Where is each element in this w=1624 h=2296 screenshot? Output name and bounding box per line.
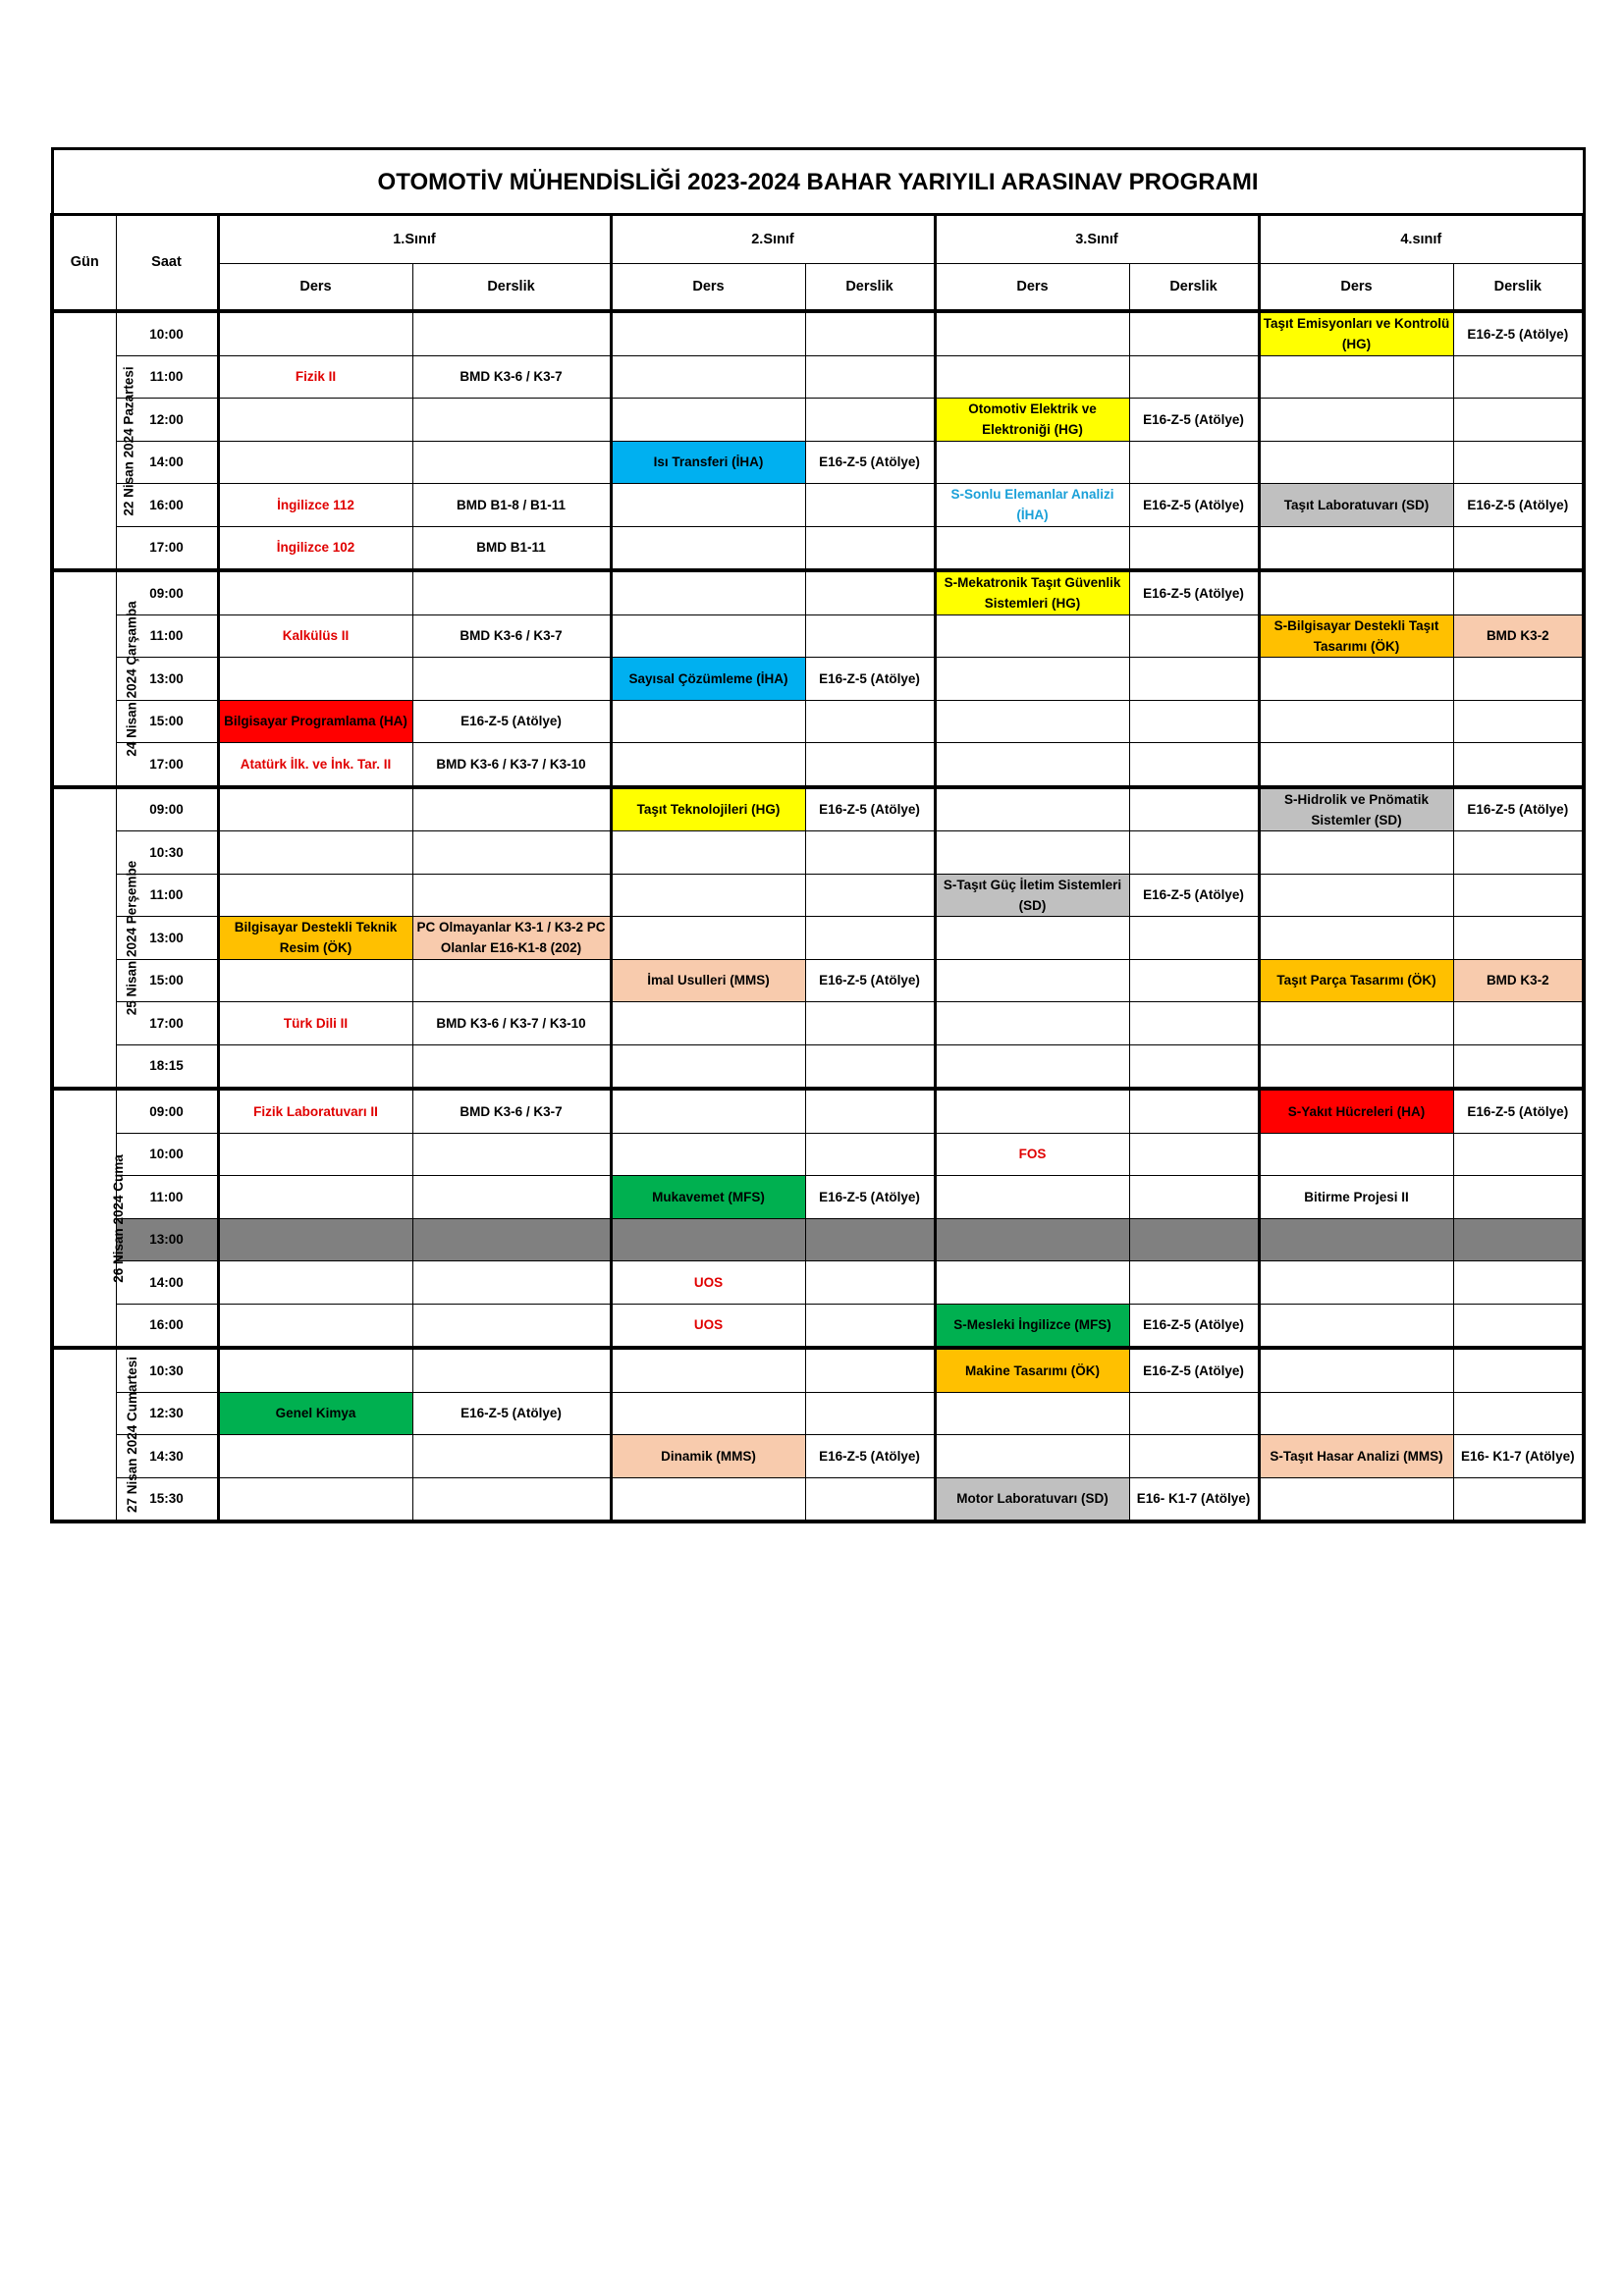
sinif-2-derslik-cell [805, 614, 935, 658]
sinif-4-derslik-cell [1453, 743, 1584, 787]
sinif-3-derslik-cell [1129, 526, 1259, 570]
sinif-1-derslik-cell: BMD K3-6 / K3-7 [412, 1089, 611, 1133]
time-cell: 11:00 [116, 874, 218, 917]
sinif-4-ders-cell: Taşıt Emisyonları ve Kontrolü (HG) [1259, 311, 1453, 355]
sinif-3-derslik-cell [1129, 700, 1259, 743]
sinif-2-ders-cell [611, 311, 805, 355]
sinif-3-ders-cell [935, 1089, 1129, 1133]
sinif-2-ders-cell [611, 1392, 805, 1435]
sinif-1-derslik-cell [412, 1176, 611, 1219]
header-ders: Ders [611, 264, 805, 312]
sinif-4-derslik-cell [1453, 1218, 1584, 1261]
day-label [52, 1089, 126, 1348]
time-cell: 09:00 [116, 570, 218, 614]
sinif-3-derslik-cell [1129, 959, 1259, 1002]
page-title: OTOMOTİV MÜHENDİSLİĞİ 2023-2024 BAHAR YARIYILI ARASINAV PROGRAMI [52, 149, 1584, 215]
sinif-4-ders-cell [1259, 570, 1453, 614]
sinif-3-ders-cell [935, 658, 1129, 701]
sinif-1-ders-cell [218, 1435, 412, 1478]
sinif-3-ders-cell [935, 1435, 1129, 1478]
sinif-3-derslik-cell [1129, 441, 1259, 484]
sinif-4-derslik-cell [1453, 1348, 1584, 1392]
sinif-2-ders-cell [611, 1089, 805, 1133]
sinif-1-derslik-cell [412, 874, 611, 917]
sinif-1-ders-cell [218, 1218, 412, 1261]
sinif-2-ders-cell [611, 1348, 805, 1392]
sinif-4-ders-cell [1259, 831, 1453, 875]
sinif-1-ders-cell: Fizik Laboratuvarı II [218, 1089, 412, 1133]
sinif-2-derslik-cell [805, 831, 935, 875]
day-label [52, 570, 139, 787]
sinif-2-derslik-cell [805, 1348, 935, 1392]
sinif-1-derslik-cell [412, 959, 611, 1002]
sinif-3-derslik-cell [1129, 917, 1259, 960]
sinif-1-derslik-cell: BMD K3-6 / K3-7 / K3-10 [412, 1002, 611, 1045]
sinif-4-ders-cell [1259, 1477, 1453, 1522]
sinif-3-ders-cell: FOS [935, 1133, 1129, 1176]
sinif-1-ders-cell [218, 399, 412, 442]
time-cell: 10:00 [116, 1133, 218, 1176]
time-cell: 14:00 [116, 1261, 218, 1305]
sinif-3-ders-cell [935, 1218, 1129, 1261]
sinif-4-ders-cell: S-Yakıt Hücreleri (HA) [1259, 1089, 1453, 1133]
sinif-3-ders-cell: S-Mesleki İngilizce (MFS) [935, 1304, 1129, 1348]
sinif-1-ders-cell [218, 1304, 412, 1348]
sinif-4-derslik-cell [1453, 1392, 1584, 1435]
header-derslik: Derslik [412, 264, 611, 312]
sinif-2-derslik-cell: E16-Z-5 (Atölye) [805, 787, 935, 831]
sinif-4-ders-cell: Taşıt Parça Tasarımı (ÖK) [1259, 959, 1453, 1002]
sinif-4-derslik-cell [1453, 874, 1584, 917]
sinif-3-derslik-cell [1129, 311, 1259, 355]
sinif-4-ders-cell: Bitirme Projesi II [1259, 1176, 1453, 1219]
sinif-3-ders-cell [935, 831, 1129, 875]
sinif-2-derslik-cell [805, 917, 935, 960]
time-cell: 17:00 [116, 743, 218, 787]
sinif-2-ders-cell: UOS [611, 1304, 805, 1348]
time-cell: 12:30 [116, 1392, 218, 1435]
sinif-4-derslik-cell [1453, 526, 1584, 570]
sinif-2-derslik-cell [805, 311, 935, 355]
time-cell: 15:30 [116, 1477, 218, 1522]
sinif-3-derslik-cell: E16-Z-5 (Atölye) [1129, 874, 1259, 917]
sinif-2-derslik-cell: E16-Z-5 (Atölye) [805, 959, 935, 1002]
sinif-3-derslik-cell [1129, 658, 1259, 701]
sinif-3-derslik-cell: E16- K1-7 (Atölye) [1129, 1477, 1259, 1522]
sinif-2-derslik-cell [805, 570, 935, 614]
sinif-2-ders-cell [611, 614, 805, 658]
sinif-4-derslik-cell [1453, 1002, 1584, 1045]
sinif-4-derslik-cell: E16-Z-5 (Atölye) [1453, 787, 1584, 831]
sinif-2-derslik-cell [805, 1002, 935, 1045]
sinif-1-derslik-cell: E16-Z-5 (Atölye) [412, 1392, 611, 1435]
time-cell: 11:00 [116, 1176, 218, 1219]
sinif-1-derslik-cell [412, 1477, 611, 1522]
sinif-1-ders-cell: Fizik II [218, 355, 412, 399]
sinif-2-derslik-cell [805, 484, 935, 527]
sinif-3-ders-cell [935, 526, 1129, 570]
sinif-1-derslik-cell: BMD K3-6 / K3-7 / K3-10 [412, 743, 611, 787]
sinif-1-derslik-cell [412, 399, 611, 442]
header-class-1: 1.Sınıf [218, 215, 611, 264]
sinif-2-derslik-cell: E16-Z-5 (Atölye) [805, 658, 935, 701]
sinif-2-derslik-cell [805, 1304, 935, 1348]
sinif-3-ders-cell [935, 743, 1129, 787]
sinif-3-ders-cell [935, 917, 1129, 960]
sinif-4-ders-cell [1259, 1218, 1453, 1261]
sinif-1-derslik-cell: PC Olmayanlar K3-1 / K3-2 PC Olanlar E16-K1-8 (202) [412, 917, 611, 960]
header-derslik: Derslik [805, 264, 935, 312]
sinif-2-ders-cell: Isı Transferi (İHA) [611, 441, 805, 484]
day-label [52, 1348, 140, 1522]
time-cell: 13:00 [116, 917, 218, 960]
sinif-1-ders-cell [218, 1261, 412, 1305]
sinif-1-derslik-cell: E16-Z-5 (Atölye) [412, 700, 611, 743]
sinif-3-ders-cell [935, 441, 1129, 484]
sinif-3-ders-cell [935, 1261, 1129, 1305]
time-cell: 14:00 [116, 441, 218, 484]
sinif-2-derslik-cell: E16-Z-5 (Atölye) [805, 441, 935, 484]
sinif-3-derslik-cell [1129, 1392, 1259, 1435]
time-cell: 09:00 [116, 1089, 218, 1133]
sinif-2-ders-cell [611, 1044, 805, 1089]
sinif-2-derslik-cell [805, 1392, 935, 1435]
sinif-1-ders-cell [218, 1477, 412, 1522]
sinif-1-ders-cell: Genel Kimya [218, 1392, 412, 1435]
sinif-3-ders-cell [935, 959, 1129, 1002]
sinif-4-derslik-cell: BMD K3-2 [1453, 959, 1584, 1002]
sinif-3-derslik-cell [1129, 1002, 1259, 1045]
sinif-4-derslik-cell: E16-Z-5 (Atölye) [1453, 1089, 1584, 1133]
time-cell: 13:00 [116, 658, 218, 701]
sinif-2-derslik-cell [805, 1133, 935, 1176]
sinif-3-derslik-cell [1129, 614, 1259, 658]
sinif-4-ders-cell [1259, 874, 1453, 917]
sinif-1-ders-cell: Bilgisayar Destekli Teknik Resim (ÖK) [218, 917, 412, 960]
sinif-1-ders-cell [218, 831, 412, 875]
time-cell: 15:00 [116, 700, 218, 743]
time-cell: 10:00 [116, 311, 218, 355]
sinif-2-derslik-cell [805, 399, 935, 442]
sinif-2-ders-cell: UOS [611, 1261, 805, 1305]
sinif-3-ders-cell: Makine Tasarımı (ÖK) [935, 1348, 1129, 1392]
sinif-1-derslik-cell [412, 831, 611, 875]
sinif-3-ders-cell: S-Mekatronik Taşıt Güvenlik Sistemleri (HG) [935, 570, 1129, 614]
sinif-2-ders-cell [611, 570, 805, 614]
time-cell: 15:00 [116, 959, 218, 1002]
sinif-2-derslik-cell [805, 700, 935, 743]
exam-schedule-sheet [50, 147, 1582, 1523]
sinif-4-ders-cell [1259, 1133, 1453, 1176]
sinif-1-derslik-cell [412, 1261, 611, 1305]
sinif-4-derslik-cell [1453, 441, 1584, 484]
sinif-4-ders-cell [1259, 1002, 1453, 1045]
sinif-4-derslik-cell: E16- K1-7 (Atölye) [1453, 1435, 1584, 1478]
sinif-2-ders-cell: İmal Usulleri (MMS) [611, 959, 805, 1002]
sinif-3-derslik-cell [1129, 1133, 1259, 1176]
sinif-3-ders-cell [935, 1044, 1129, 1089]
sinif-2-derslik-cell [805, 874, 935, 917]
sinif-1-ders-cell [218, 874, 412, 917]
sinif-4-ders-cell [1259, 1261, 1453, 1305]
sinif-3-derslik-cell: E16-Z-5 (Atölye) [1129, 570, 1259, 614]
sinif-4-ders-cell [1259, 1304, 1453, 1348]
sinif-1-derslik-cell: BMD K3-6 / K3-7 [412, 614, 611, 658]
sinif-2-ders-cell [611, 1133, 805, 1176]
sinif-4-derslik-cell: E16-Z-5 (Atölye) [1453, 484, 1584, 527]
sinif-1-derslik-cell [412, 658, 611, 701]
sinif-3-derslik-cell [1129, 1261, 1259, 1305]
sinif-3-derslik-cell: E16-Z-5 (Atölye) [1129, 1348, 1259, 1392]
sinif-1-derslik-cell [412, 441, 611, 484]
sinif-3-ders-cell: S-Taşıt Güç İletim Sistemleri (SD) [935, 874, 1129, 917]
sinif-1-ders-cell: Türk Dili II [218, 1002, 412, 1045]
sinif-1-derslik-cell [412, 311, 611, 355]
time-cell: 09:00 [116, 787, 218, 831]
header-ders: Ders [1259, 264, 1453, 312]
sinif-1-derslik-cell [412, 570, 611, 614]
sinif-3-derslik-cell: E16-Z-5 (Atölye) [1129, 484, 1259, 527]
sinif-2-ders-cell: Dinamik (MMS) [611, 1435, 805, 1478]
exam-schedule-table [50, 147, 1586, 1523]
sinif-1-ders-cell [218, 1133, 412, 1176]
day-label-text: 27 Nisan 2024 Cumartesi [125, 1356, 140, 1514]
sinif-4-ders-cell [1259, 1044, 1453, 1089]
sinif-2-ders-cell [611, 831, 805, 875]
sinif-4-derslik-cell [1453, 1133, 1584, 1176]
time-cell: 10:30 [116, 1348, 218, 1392]
sinif-4-derslik-cell [1453, 658, 1584, 701]
sinif-2-derslik-cell [805, 1089, 935, 1133]
sinif-1-derslik-cell: BMD B1-11 [412, 526, 611, 570]
sinif-4-ders-cell [1259, 526, 1453, 570]
sinif-2-ders-cell [611, 743, 805, 787]
sinif-3-derslik-cell [1129, 355, 1259, 399]
sinif-4-ders-cell [1259, 355, 1453, 399]
sinif-3-ders-cell: Motor Laboratuvarı (SD) [935, 1477, 1129, 1522]
sinif-2-derslik-cell [805, 1218, 935, 1261]
day-label-text: 26 Nisan 2024 Cuma [110, 1153, 126, 1283]
sinif-3-derslik-cell [1129, 1044, 1259, 1089]
sinif-2-ders-cell [611, 484, 805, 527]
day-label [52, 311, 136, 570]
sinif-2-derslik-cell [805, 1044, 935, 1089]
sinif-1-ders-cell [218, 570, 412, 614]
sinif-4-derslik-cell: E16-Z-5 (Atölye) [1453, 311, 1584, 355]
header-saat: Saat [116, 215, 218, 312]
sinif-4-derslik-cell [1453, 700, 1584, 743]
sinif-4-derslik-cell [1453, 831, 1584, 875]
sinif-4-derslik-cell [1453, 355, 1584, 399]
sinif-2-derslik-cell [805, 743, 935, 787]
sinif-4-derslik-cell: BMD K3-2 [1453, 614, 1584, 658]
sinif-4-derslik-cell [1453, 1477, 1584, 1522]
sinif-3-derslik-cell: E16-Z-5 (Atölye) [1129, 399, 1259, 442]
sinif-2-ders-cell [611, 874, 805, 917]
sinif-3-derslik-cell [1129, 1218, 1259, 1261]
sinif-4-ders-cell [1259, 1392, 1453, 1435]
sinif-1-ders-cell [218, 1176, 412, 1219]
sinif-2-derslik-cell [805, 1261, 935, 1305]
sinif-4-ders-cell: S-Hidrolik ve Pnömatik Sistemler (SD) [1259, 787, 1453, 831]
sinif-3-ders-cell [935, 614, 1129, 658]
sinif-4-derslik-cell [1453, 399, 1584, 442]
sinif-2-ders-cell [611, 1002, 805, 1045]
sinif-3-derslik-cell [1129, 787, 1259, 831]
time-cell: 11:00 [116, 355, 218, 399]
sinif-2-derslik-cell [805, 1477, 935, 1522]
sinif-3-derslik-cell [1129, 1435, 1259, 1478]
sinif-1-ders-cell [218, 1044, 412, 1089]
sinif-2-ders-cell [611, 917, 805, 960]
sinif-3-ders-cell: S-Sonlu Elemanlar Analizi (İHA) [935, 484, 1129, 527]
time-cell: 10:30 [116, 831, 218, 875]
day-label-text: 24 Nisan 2024 Çarşamba [124, 601, 139, 757]
header-class-4: 4.sınıf [1259, 215, 1584, 264]
sinif-1-derslik-cell [412, 1348, 611, 1392]
sinif-1-ders-cell: Kalkülüs II [218, 614, 412, 658]
sinif-4-ders-cell: S-Bilgisayar Destekli Taşıt Tasarımı (ÖK) [1259, 614, 1453, 658]
sinif-3-ders-cell: Otomotiv Elektrik ve Elektroniği (HG) [935, 399, 1129, 442]
sinif-3-derslik-cell [1129, 1176, 1259, 1219]
time-cell: 12:00 [116, 399, 218, 442]
sinif-4-ders-cell: Taşıt Laboratuvarı (SD) [1259, 484, 1453, 527]
sinif-3-ders-cell [935, 1002, 1129, 1045]
sinif-4-ders-cell [1259, 441, 1453, 484]
sinif-2-ders-cell [611, 1218, 805, 1261]
header-ders: Ders [935, 264, 1129, 312]
sinif-4-derslik-cell [1453, 570, 1584, 614]
header-ders: Ders [218, 264, 412, 312]
sinif-3-ders-cell [935, 311, 1129, 355]
sinif-1-derslik-cell [412, 1304, 611, 1348]
sinif-1-ders-cell: Bilgisayar Programlama (HA) [218, 700, 412, 743]
sinif-1-derslik-cell [412, 1044, 611, 1089]
sinif-4-derslik-cell [1453, 1261, 1584, 1305]
sinif-1-ders-cell [218, 441, 412, 484]
header-gun: Gün [52, 215, 116, 312]
sinif-3-derslik-cell [1129, 831, 1259, 875]
sinif-1-ders-cell [218, 658, 412, 701]
sinif-3-ders-cell [935, 1392, 1129, 1435]
time-cell: 17:00 [116, 526, 218, 570]
sinif-1-derslik-cell [412, 1218, 611, 1261]
sinif-1-ders-cell: İngilizce 112 [218, 484, 412, 527]
sinif-3-derslik-cell [1129, 743, 1259, 787]
sinif-2-derslik-cell [805, 355, 935, 399]
sinif-4-derslik-cell [1453, 1176, 1584, 1219]
sinif-4-ders-cell [1259, 917, 1453, 960]
sinif-2-derslik-cell [805, 526, 935, 570]
header-class-3: 3.Sınıf [935, 215, 1259, 264]
sinif-2-ders-cell [611, 399, 805, 442]
sinif-1-derslik-cell [412, 1435, 611, 1478]
sinif-4-derslik-cell [1453, 1304, 1584, 1348]
sinif-1-derslik-cell [412, 1133, 611, 1176]
sinif-3-ders-cell [935, 1176, 1129, 1219]
sinif-2-derslik-cell: E16-Z-5 (Atölye) [805, 1176, 935, 1219]
sinif-2-ders-cell: Mukavemet (MFS) [611, 1176, 805, 1219]
sinif-3-ders-cell [935, 700, 1129, 743]
sinif-1-derslik-cell [412, 787, 611, 831]
header-class-2: 2.Sınıf [611, 215, 935, 264]
sinif-1-ders-cell: Atatürk İlk. ve İnk. Tar. II [218, 743, 412, 787]
sinif-1-ders-cell [218, 1348, 412, 1392]
sinif-4-ders-cell [1259, 399, 1453, 442]
sinif-2-ders-cell [611, 526, 805, 570]
day-label-text: 25 Nisan 2024 Perşembe [124, 860, 139, 1016]
sinif-1-derslik-cell: BMD K3-6 / K3-7 [412, 355, 611, 399]
sinif-2-ders-cell: Taşıt Teknolojileri (HG) [611, 787, 805, 831]
sinif-3-derslik-cell: E16-Z-5 (Atölye) [1129, 1304, 1259, 1348]
day-label [52, 787, 139, 1090]
sinif-4-ders-cell: S-Taşıt Hasar Analizi (MMS) [1259, 1435, 1453, 1478]
sinif-3-derslik-cell [1129, 1089, 1259, 1133]
sinif-2-ders-cell [611, 700, 805, 743]
sinif-1-ders-cell [218, 959, 412, 1002]
sinif-2-ders-cell [611, 1477, 805, 1522]
sinif-1-ders-cell: İngilizce 102 [218, 526, 412, 570]
time-cell: 16:00 [116, 484, 218, 527]
time-cell: 14:30 [116, 1435, 218, 1478]
time-cell: 17:00 [116, 1002, 218, 1045]
time-cell: 16:00 [116, 1304, 218, 1348]
sinif-3-ders-cell [935, 787, 1129, 831]
sinif-4-ders-cell [1259, 1348, 1453, 1392]
sinif-1-ders-cell [218, 311, 412, 355]
sinif-2-derslik-cell: E16-Z-5 (Atölye) [805, 1435, 935, 1478]
header-derslik: Derslik [1129, 264, 1259, 312]
sinif-1-ders-cell [218, 787, 412, 831]
sinif-4-ders-cell [1259, 700, 1453, 743]
sinif-1-derslik-cell: BMD B1-8 / B1-11 [412, 484, 611, 527]
time-cell: 11:00 [116, 614, 218, 658]
sinif-4-ders-cell [1259, 658, 1453, 701]
time-cell: 13:00 [116, 1218, 218, 1261]
sinif-4-derslik-cell [1453, 917, 1584, 960]
sinif-4-derslik-cell [1453, 1044, 1584, 1089]
time-cell: 18:15 [116, 1044, 218, 1089]
header-derslik: Derslik [1453, 264, 1584, 312]
sinif-4-ders-cell [1259, 743, 1453, 787]
sinif-2-ders-cell [611, 355, 805, 399]
sinif-3-ders-cell [935, 355, 1129, 399]
day-label-text: 22 Nisan 2024 Pazartesi [121, 365, 136, 516]
sinif-2-ders-cell: Sayısal Çözümleme (İHA) [611, 658, 805, 701]
